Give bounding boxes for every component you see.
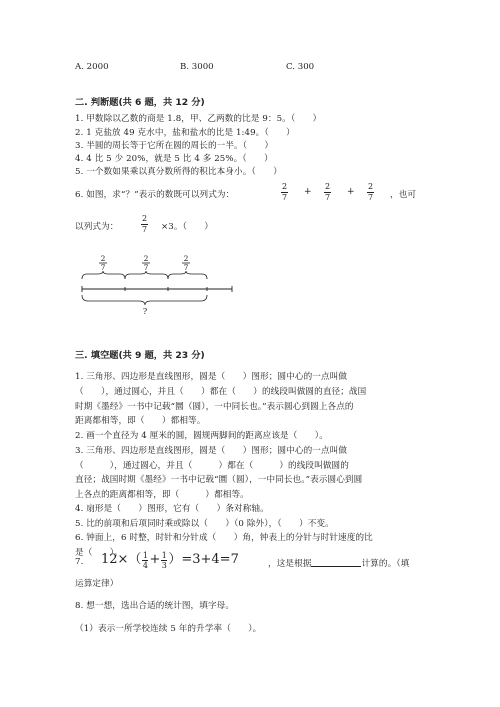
segment-label-denominator: 7	[100, 263, 106, 272]
section-title-judgement: 二. 判断题(共 6 题，共 12 分)	[75, 97, 205, 108]
plus-sign: +	[347, 187, 355, 197]
fill-q8-sub1: （1）表示一所学校连续 5 年的升学率（ ）。	[75, 624, 262, 634]
judge-q1: 1. 甲数除以乙数的商是 1.8，甲、乙两数的比是 9：5。（ ）	[75, 114, 322, 124]
judge-q6-text-line2-tail: ×3。（ ）	[161, 222, 214, 232]
fill-q1-line4: 距离都相等，即（ ）都相等。	[75, 416, 206, 426]
fill-q8: 8. 想一想，选出合适的统计图，填字母。	[75, 601, 235, 611]
fill-q5: 5. 比的前项和后项同时乘或除以（ ）（0 除外），（ ）不变。	[75, 519, 334, 529]
segment-label-denominator: 7	[183, 263, 189, 272]
judge-q2: 2. 1 克盐放 49 克水中，盐和盐水的比是 1:49。（ ）	[75, 128, 295, 138]
fraction-two-sevenths: 2 7	[324, 182, 331, 202]
answer-blank[interactable]	[311, 566, 361, 567]
fill-q1-line3: 时期《墨经》一书中记载“圜（圆），一中同长也。”表示圆心到圆上各点的	[75, 402, 354, 412]
segment-label-denominator: 7	[143, 263, 149, 272]
fill-q6-line2: 是（ ）。	[75, 548, 123, 558]
fill-q3-line4: 上各点的距离都相等，即（ ）都相等。	[75, 490, 249, 500]
fill-q2: 2. 画一个直径为 4 厘米的圆，圆规两脚间的距离应该是（ ）。	[75, 431, 328, 441]
fill-q7-tail: ，这是根据 计算的。（填	[268, 559, 410, 569]
judge-q3: 3. 半圆的周长等于它所在圆的周长的一半。（ ）	[75, 141, 274, 151]
brace-bottom	[82, 295, 207, 305]
segment-label-numerator: 2	[143, 254, 149, 263]
fill-q3-line2: （ ），通过圆心，并且（ ）都在（ ）的线段叫做圆的	[75, 461, 349, 471]
option-a: A. 2000	[75, 62, 109, 72]
brace-top-2	[125, 271, 168, 279]
formula-fraction-quarter: $\frac{1}{4}$	[142, 550, 148, 570]
question-mark-label: ?	[142, 307, 148, 316]
judge-q6-text-tail: ，也可	[390, 190, 417, 200]
fraction-two-sevenths: 2 7	[367, 182, 374, 202]
fraction-two-sevenths: 2 7	[141, 214, 148, 234]
fill-q3-line3: 直径；战国时期《墨经》一书中记载“圜（圆），一中同长也。”表示圆心到圆	[75, 475, 363, 485]
fill-q3-line1: 3. 三角形、四边形是直线图形，圆是（ ）图形；圆中心的一点叫做	[75, 446, 348, 456]
fill-q1-line2: （ ），通过圆心，并且（ ）都在（ ）的线段叫做圆的直径；战国	[75, 387, 367, 397]
fill-q7-number: 7.	[75, 557, 84, 567]
section-title-fill-blank: 三. 填空题(共 9 题，共 23 分)	[75, 350, 205, 361]
brace-top-3	[168, 271, 207, 279]
brace-top-1	[82, 271, 125, 279]
judge-q5: 5. 一个数如果乘以真分数所得的积比本身小。（ ）	[75, 167, 282, 177]
option-c: C. 300	[286, 62, 315, 72]
fill-q7-line2: 运算定律）	[75, 579, 119, 589]
judge-q6-text: 6. 如图，求“？”表示的数既可以列式为：	[75, 190, 235, 200]
fraction-two-sevenths: 2 7	[281, 182, 288, 202]
fill-q4: 4. 扇形是（ ）图形，它有（ ）条对称轴。	[75, 504, 269, 514]
formula-fraction-third: $\frac{1}{3}$	[161, 550, 167, 570]
segment-label-numerator: 2	[183, 254, 189, 263]
fill-q1-line1: 1. 三角形、四边形是直线图形，圆是（ ）图形；圆中心的一点叫做	[75, 372, 348, 382]
fill-q7-formula: 12×（ $\frac{1}{4}$ + $\frac{1}{3}$ ）=3+4=7	[101, 550, 239, 570]
judge-q6-text-line2: 以列式为：	[75, 222, 119, 232]
fill-q6-line1: 6. 钟面上，6 时整，时针和分针成（ ）角，钟表上的分针与时针速度的比	[75, 533, 373, 543]
plus-sign: +	[304, 187, 312, 197]
segment-label-numerator: 2	[100, 254, 106, 263]
option-b: B. 3000	[180, 62, 214, 72]
judge-q4: 4. 4 比 5 少 20%，就是 5 比 4 多 25%。（ ）	[75, 154, 273, 164]
segment-diagram	[70, 250, 240, 320]
